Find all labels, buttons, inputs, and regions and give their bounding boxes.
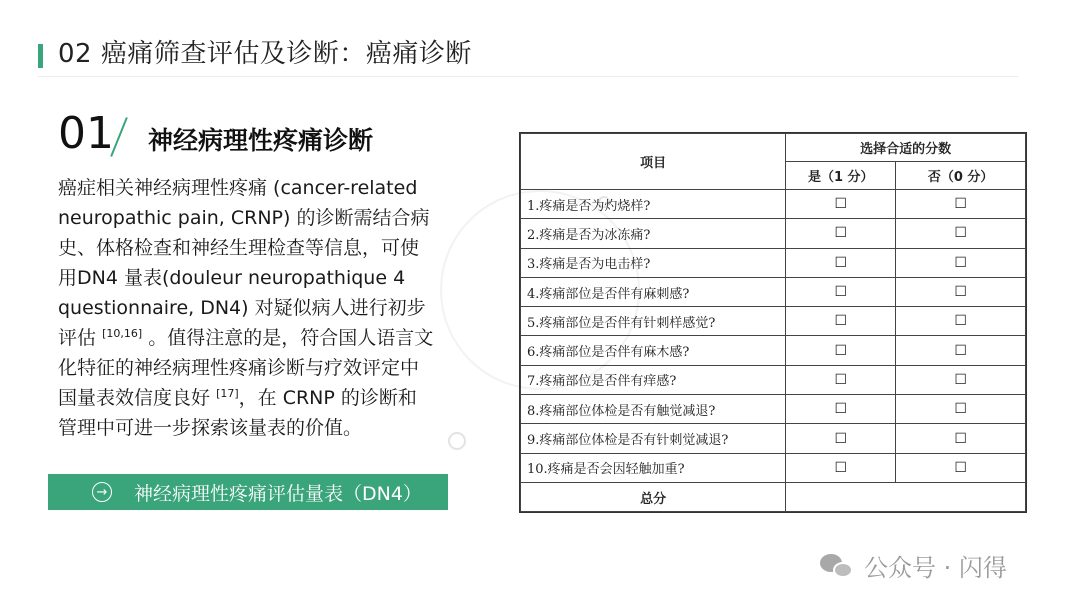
body-text-fragment: ，在 CRNP 的诊断和 xyxy=(238,387,417,409)
dn4-scale-button[interactable] xyxy=(48,474,448,510)
question-label: 7.疼痛部位是否伴有痒感? xyxy=(521,365,786,394)
question-label: 10.疼痛是否会因轻触加重? xyxy=(521,453,786,482)
no-checkbox[interactable]: ☐ xyxy=(896,190,1026,219)
table-row xyxy=(521,424,1026,453)
body-line: questionnaire, DN4) 对疑似病人进行初步 xyxy=(58,297,426,319)
yes-checkbox[interactable]: ☐ xyxy=(786,277,896,306)
no-checkbox[interactable]: ☐ xyxy=(896,307,1026,336)
body-line xyxy=(58,383,468,413)
header-accent-bar xyxy=(38,44,43,68)
no-checkbox[interactable]: ☐ xyxy=(896,219,1026,248)
body-paragraph xyxy=(58,173,468,443)
body-text-fragment: 评估 xyxy=(58,327,97,349)
body-line xyxy=(58,323,468,353)
arrow-right-circle-icon: → xyxy=(92,482,112,502)
body-line: neuropathic pain, CRNP) 的诊断需结合病 xyxy=(58,207,430,229)
table-row xyxy=(521,336,1026,365)
dn4-table xyxy=(519,132,1027,513)
yes-checkbox[interactable]: ☐ xyxy=(786,336,896,365)
reference-citation: [17] xyxy=(216,387,239,400)
table-row xyxy=(521,277,1026,306)
table-header-score: 选择合适的分数 xyxy=(786,134,1026,162)
body-text-fragment: 。值得注意的是，符合国人语言文 xyxy=(148,327,434,349)
no-checkbox[interactable]: ☐ xyxy=(896,424,1026,453)
no-checkbox[interactable]: ☐ xyxy=(896,453,1026,482)
body-line: 用DN4 量表(douleur neuropathique 4 xyxy=(58,267,406,289)
table-row xyxy=(521,190,1026,219)
table-row xyxy=(521,453,1026,482)
question-label: 4.疼痛部位是否伴有麻刺感? xyxy=(521,277,786,306)
yes-checkbox[interactable]: ☐ xyxy=(786,190,896,219)
yes-checkbox[interactable]: ☐ xyxy=(786,307,896,336)
body-line: 管理中可进一步探索该量表的价值。 xyxy=(58,417,363,439)
question-label: 5.疼痛部位是否伴有针刺样感觉? xyxy=(521,307,786,336)
question-label: 9.疼痛部位体检是否有针刺觉减退? xyxy=(521,424,786,453)
question-label: 1.疼痛是否为灼烧样? xyxy=(521,190,786,219)
body-text-fragment: 国量表效信度良好 xyxy=(58,387,211,409)
question-label: 3.疼痛是否为电击样? xyxy=(521,248,786,277)
table-total-label: 总分 xyxy=(521,483,786,512)
wechat-icon xyxy=(820,552,854,580)
table-header-no: 否（0 分） xyxy=(896,162,1026,190)
question-label: 2.疼痛是否为冰冻痛? xyxy=(521,219,786,248)
body-line: 化特征的神经病理性疼痛诊断与疗效评定中 xyxy=(58,357,420,379)
header-divider xyxy=(38,76,1018,77)
table-header-item: 项目 xyxy=(521,134,786,190)
yes-checkbox[interactable]: ☐ xyxy=(786,248,896,277)
question-label: 6.疼痛部位是否伴有麻木感? xyxy=(521,336,786,365)
section-number: 01 xyxy=(58,108,114,159)
no-checkbox[interactable]: ☐ xyxy=(896,248,1026,277)
no-checkbox[interactable]: ☐ xyxy=(896,395,1026,424)
reference-citation: [10,16] xyxy=(102,327,143,340)
yes-checkbox[interactable]: ☐ xyxy=(786,453,896,482)
footer-credit xyxy=(820,548,1007,583)
table-row xyxy=(521,395,1026,424)
table-row xyxy=(521,248,1026,277)
yes-checkbox[interactable]: ☐ xyxy=(786,424,896,453)
no-checkbox[interactable]: ☐ xyxy=(896,365,1026,394)
section-heading: 神经病理性疼痛诊断 xyxy=(148,126,374,155)
body-line: 史、体格检查和神经生理检查等信息，可使 xyxy=(58,237,420,259)
table-row xyxy=(521,365,1026,394)
yes-checkbox[interactable]: ☐ xyxy=(786,219,896,248)
yes-checkbox[interactable]: ☐ xyxy=(786,365,896,394)
table-row xyxy=(521,219,1026,248)
table-row xyxy=(521,307,1026,336)
page-title: 02 癌痛筛查评估及诊断：癌痛诊断 xyxy=(58,39,472,69)
table-total-value xyxy=(786,483,1026,512)
yes-checkbox[interactable]: ☐ xyxy=(786,395,896,424)
question-label: 8.疼痛部位体检是否有触觉减退? xyxy=(521,395,786,424)
dn4-scale-button-label: 神经病理性疼痛评估量表（DN4） xyxy=(134,482,422,505)
no-checkbox[interactable]: ☐ xyxy=(896,277,1026,306)
footer-text: 公众号 · 闪得 xyxy=(864,554,1007,582)
no-checkbox[interactable]: ☐ xyxy=(896,336,1026,365)
table-header-yes: 是（1 分） xyxy=(786,162,896,190)
body-line: 癌症相关神经病理性疼痛 (cancer-related xyxy=(58,177,418,199)
